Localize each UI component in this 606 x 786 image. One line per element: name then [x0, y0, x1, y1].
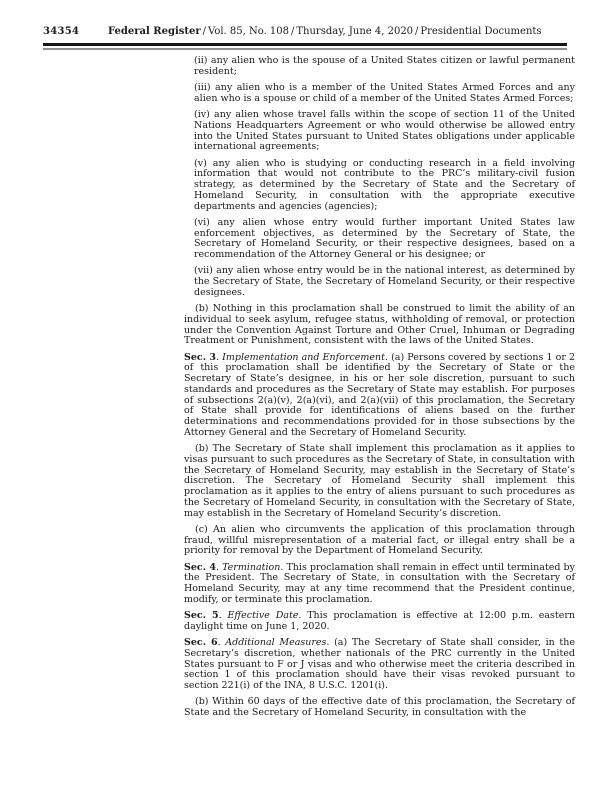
paragraph [184, 444, 575, 519]
issue-citation: / Vol. 85, No. 108 / Thursday, June 4, 2020 / Presidential Documents [200, 26, 542, 37]
text-run: (ii) any alien who is the spouse of a United States citizen or lawful permanent resident; [194, 55, 575, 77]
text-run: . (a) Persons covered by sections 1 or 2 of this proclamation shall be identified by the Secretary of State or the Secretary of State’s designee, in his or her sole discretion, pursuant to such standards and procedures as the Secretary of State may establish. For purposes of subsections 2(a)(v), 2(a)(vi), and 2(a)(vii) of this proclamation, the Secretary of State shall provide for identifications of aliens based on the further determinations and recommendations provided for in those subsections by the Attorney General and the Secretary of Homeland Security. [184, 351, 575, 438]
paragraph [184, 525, 575, 557]
paragraph [194, 218, 575, 261]
text-run: (iv) any alien whose travel falls within the scope of section 11 of the United Nations Headquarters Agreement or who would otherwise be allowed entry into the United States pursuant to United States obligations under applicable international agreements; [194, 109, 575, 153]
text-run: (v) any alien who is studying or conducting research in a field involving information that would not contribute to the PRC’s military-civil fusion strategy, as determined by the Secretary of State and the Secretary of Homeland Security, in consultation with the appropriate executive departments and agencies (agencies); [194, 157, 575, 212]
text-run: . [218, 610, 228, 621]
text-run: Termination [222, 561, 281, 573]
paragraph [194, 159, 575, 213]
text-run: Implementation and Enforcement [222, 351, 385, 363]
header-rule-thin [43, 48, 567, 50]
paragraph [194, 83, 575, 105]
text-run: Additional Measures [225, 637, 327, 648]
text-run: . [217, 637, 226, 648]
text-run: Sec. 3 [184, 351, 216, 363]
text-run: (b) The Secretary of State shall implement this proclamation as it applies to visas pursuant to such procedures as the Secretary of State, in consultation with the Secretary of Homeland Security, may establish in the Secretary of State’s discretion. The Secretary of Homeland Security shall implement this proclamation as it applies to the entry of aliens pursuant to such procedures as the Secretary of Homeland Security, in consultation with the Secretary of State, may establish in the Secretary of Homeland Security’s discretion. [184, 443, 575, 519]
page-number: 34354 [43, 26, 80, 37]
paragraph [194, 56, 575, 78]
text-run: (iii) any alien who is a member of the United States Armed Forces and any alien who is a spouse or child of a member of the United States Armed Forces; [194, 82, 575, 104]
text-run: (vii) any alien whose entry would be in the national interest, as determined by the Secretary of State, the Secretary of Homeland Security, or their respective designees. [194, 265, 575, 298]
paragraph [184, 563, 575, 606]
text-run: . (a) The Secretary of State shall consider, in the Secretary’s discretion, whether nationals of the PRC currently in the United States pursuant to F or J visas and who otherwise meet the criteria described in section 1 of this proclamation should have their visas revoked pursuant to section 221(i) of the INA, 8 U.S.C. 1201(i). [184, 637, 575, 691]
text-run: Effective Date [227, 610, 299, 621]
text-run: Sec. 4 [184, 561, 216, 573]
paragraph [184, 304, 575, 347]
text-run: (b) Within 60 days of the effective date of this proclamation, the Secretary of State and the Secretary of Homeland Security, in consultation with the [184, 696, 575, 718]
text-run: (b) Nothing in this proclamation shall be construed to limit the ability of an individual to seek asylum, refugee status, withholding of removal, or protection under the Convention Against Torture and Other Cruel, Inhuman or Degrading Treatment or Punishment, consistent with the laws of the United States. [184, 303, 575, 347]
header-citation-line [108, 26, 542, 38]
journal-title: Federal Register [108, 26, 201, 37]
text-run: Sec. 5 [184, 610, 219, 621]
text-run: . [216, 351, 223, 363]
paragraph [184, 638, 575, 692]
text-run: Sec. 6 [184, 637, 218, 648]
page-header [43, 26, 567, 40]
paragraph [184, 353, 575, 439]
paragraph [194, 110, 575, 153]
text-run: . [215, 561, 223, 573]
text-run: . This proclamation is effective at 12:00 p.m. eastern daylight time on June 1, 2020. [184, 610, 575, 632]
document-body [184, 56, 575, 724]
paragraph [184, 611, 575, 633]
text-run: . This proclamation shall remain in effect until terminated by the President. The Secretary of State, in consultation with the Secretary of Homeland Security, may at any time recommend that the President continue, modify, or terminate this proclamation. [184, 561, 575, 605]
text-run: (vi) any alien whose entry would further important United States law enforcement objectives, as determined by the Secretary of State, the Secretary of Homeland Security, or their respective designees, based on a recommendation of the Attorney General or his designee; or [194, 216, 575, 260]
text-run: (c) An alien who circumvents the application of this proclamation through fraud, willful misrepresentation of a material fact, or illegal entry shall be a priority for removal by the Department of Homeland Security. [184, 523, 575, 557]
paragraph [184, 697, 575, 719]
paragraph [194, 266, 575, 298]
header-rule-thick [43, 43, 567, 46]
